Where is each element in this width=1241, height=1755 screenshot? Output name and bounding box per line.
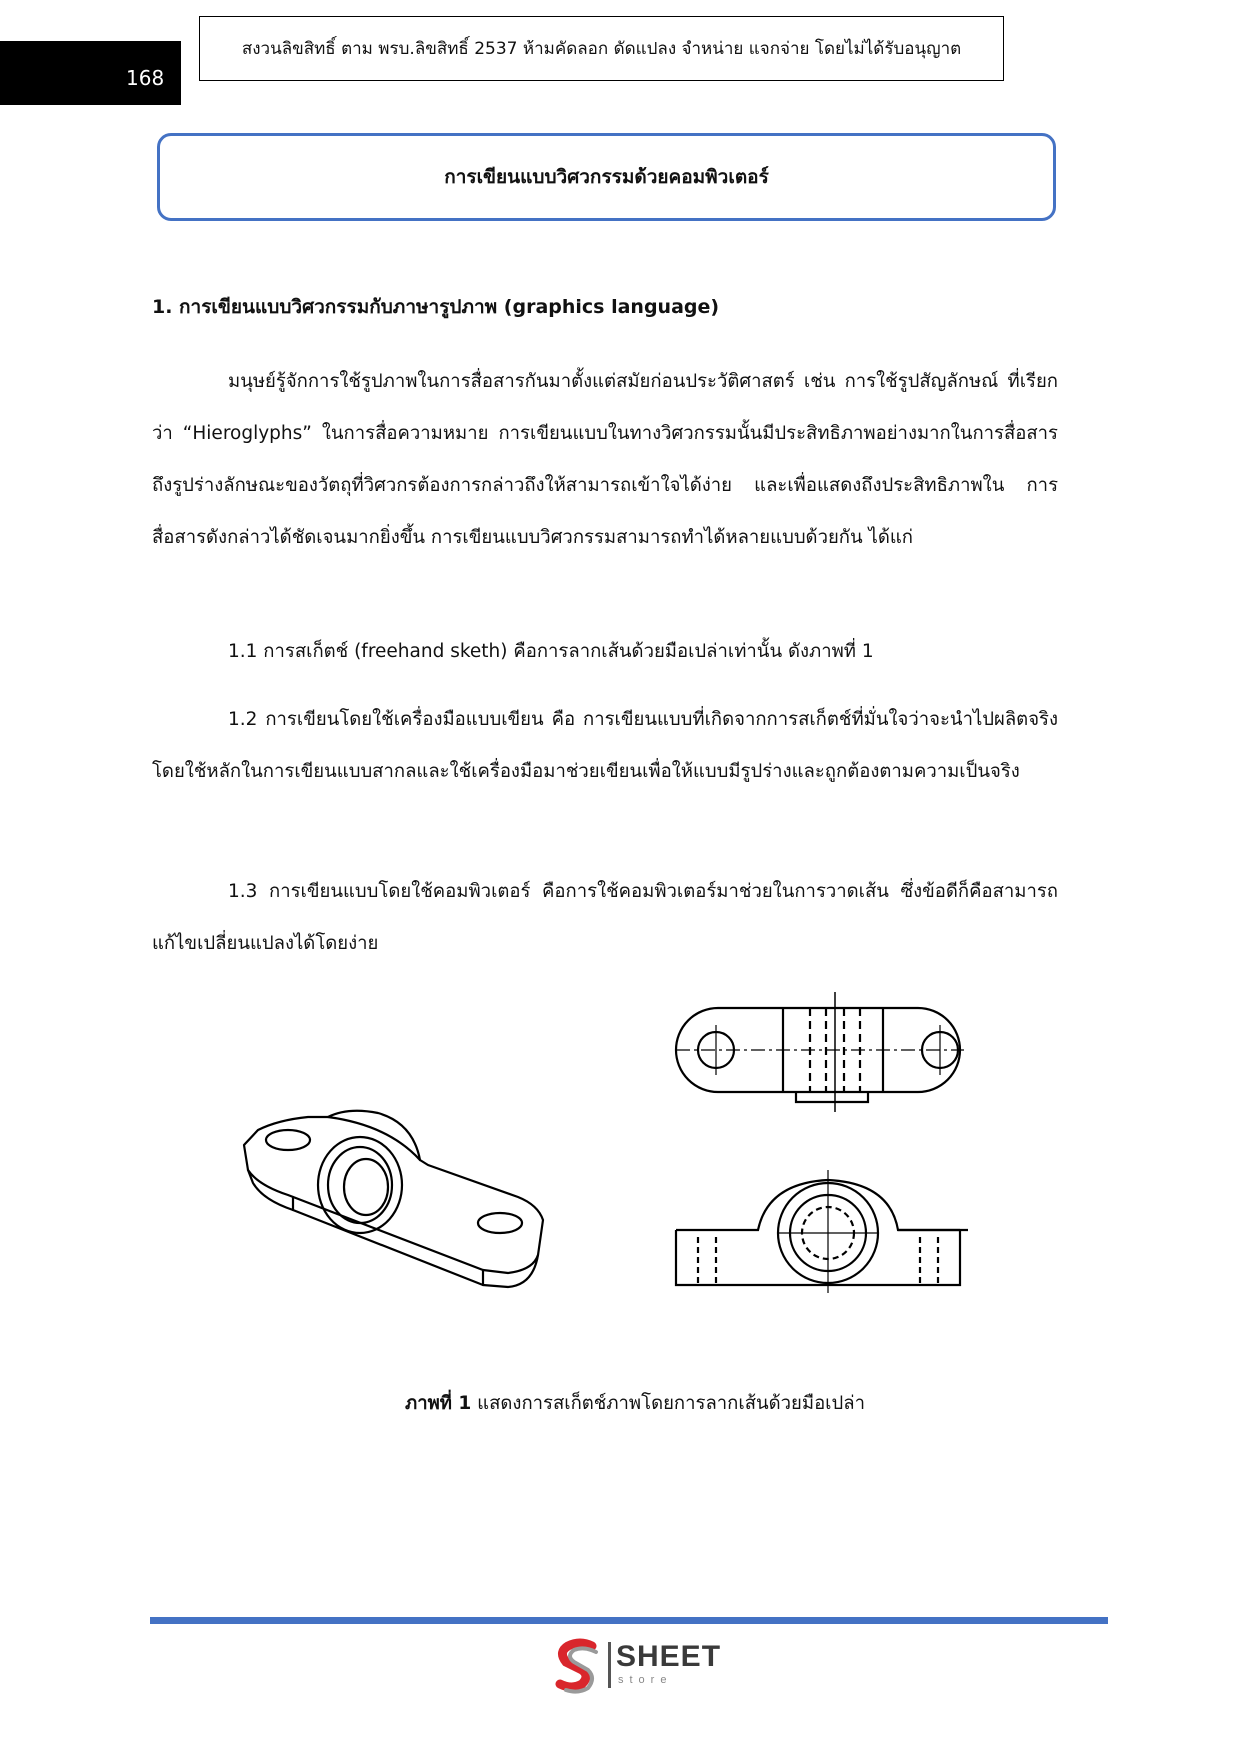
top-view-drawing [668,990,968,1115]
figure-caption-text: แสดงการสเก็ตช์ภาพโดยการลากเส้นด้วยมือเปล่า [471,1393,865,1414]
item-1-2: 1.2 การเขียนโดยใช้เครื่องมือแบบเขียน คือ การเขียนแบบที่เกิดจากการสเก็ตช์ที่มั่นใจว่าจะนำไปผลิตจริง โดยใช้หลักในการเขียนแบบสากลและใช้เครื่องมือมาช่วยเขียนเพื่อให้แบบมีรูปร่างและถูกต้องตามความเป็นจริง [152,709,1058,782]
copyright-notice [199,16,1004,81]
figure-caption [405,1389,865,1418]
item-1-1: 1.1 การสเก็ตช์ (freehand sketh) คือการลากเส้นด้วยมือเปล่าเท่านั้น ดังภาพที่ 1 [228,641,874,662]
logo-text: SHEET [616,1640,722,1673]
logo-separator [608,1642,611,1688]
footer-divider [150,1617,1108,1624]
chapter-title: การเขียนแบบวิศวกรรมด้วยคอมพิวเตอร์ [444,166,769,188]
chapter-title-box [157,133,1056,221]
item-1-3: 1.3 การเขียนแบบโดยใช้คอมพิวเตอร์ คือการใช้คอมพิวเตอร์มาช่วยในการวาดเส้น ซึ่งข้อดีก็คือสามารถแก้ไขเปลี่ยนแปลงได้โดยง่าย [152,881,1058,954]
logo-s-icon [552,1638,604,1694]
sheet-store-logo [552,1638,732,1694]
page-number: 168 [126,66,165,90]
copyright-text: สงวนลิขสิทธิ์ ตาม พรบ.ลิขสิทธิ์ 2537 ห้ามคัดลอก ดัดแปลง จำหน่าย แจกจ่าย โดยไม่ได้รับอนุญาต [241,39,962,59]
figure-caption-label: ภาพที่ 1 [405,1393,472,1414]
section-heading: 1. การเขียนแบบวิศวกรรมกับภาษารูปภาพ (graphics language) [152,296,720,318]
intro-paragraph: มนุษย์รู้จักการใช้รูปภาพในการสื่อสารกันมาตั้งแต่สมัยก่อนประวัติศาสตร์ เช่น การใช้รูปสัญลักษณ์ ที่เรียกว่า “Hieroglyphs” ในการสื่อความหมาย การเขียนแบบในทางวิศวกรรมนั้นมีประสิทธิภาพอย่างมากในการสื่อสารถึงรูปร่างลักษณะของวัตถุที่วิศวกรต้องการกล่าวถึงให้สามารถเข้าใจได้ง่าย และเพื่อแสดงถึงประสิทธิภาพใน การสื่อสารดังกล่าวได้ชัดเจนมากยิ่งขึ้น การเขียนแบบวิศวกรรมสามารถทำได้หลายแบบด้วยกัน ได้แก่ [152,371,1058,548]
front-view-drawing [668,1165,968,1295]
logo-subtext: store [618,1674,673,1686]
isometric-sketch [238,1105,568,1320]
